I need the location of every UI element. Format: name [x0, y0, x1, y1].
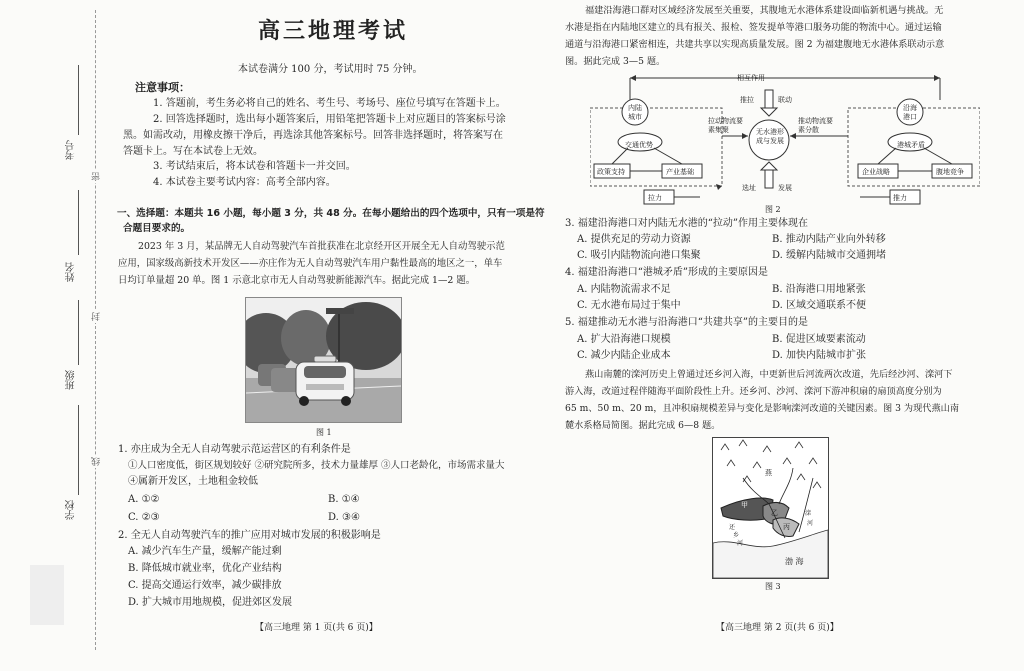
- q2-stem: 2. 全无人自动驾驶汽车的推广应用对城市发展的积极影响是: [118, 530, 381, 541]
- q1-option-b[interactable]: B. ①④: [328, 494, 360, 505]
- diagram-label-interaction: 相互作用: [737, 74, 765, 82]
- q2-option-b[interactable]: B. 降低城市就业率，优化产业结构: [128, 563, 282, 574]
- binding-margin: [0, 0, 108, 671]
- map-river-char-1: 还: [729, 524, 736, 531]
- notice-heading: 注意事项：: [135, 81, 190, 94]
- q2-option-c[interactable]: C. 提高交通运行效率，减少碳排放: [128, 580, 282, 591]
- diagram-label-left-flow: 拉动物流要素集聚: [708, 117, 743, 134]
- map-label-jia: 甲: [741, 501, 748, 509]
- section-heading-2: 合题目要求的。: [123, 223, 191, 234]
- diagram-label-push: 推拉: [740, 96, 754, 104]
- field-exam-number-line: [78, 65, 79, 135]
- q4-stem: 4. 福建沿海港口“港城矛盾”形成的主要原因是: [565, 267, 768, 278]
- passage-1-line-1: 2023 年 3 月，某品牌无人自动驾驶汽车首批获准在北京经开区开展全无人自动驾驶示范: [138, 241, 505, 252]
- passage-3-line-1: 燕山南麓的滦河历史上曾通过还乡河入海，中更新世后河流两次改道，先后经沙河、滦河下: [585, 369, 953, 380]
- q1-option-c[interactable]: C. ②③: [128, 512, 160, 523]
- q5-option-c[interactable]: C. 减少内陆企业成本: [577, 350, 671, 361]
- q1-stem: 1. 亦庄成为全无人自动驾驶示范运营区的有利条件是: [118, 444, 351, 455]
- car-photo-drawing: [246, 298, 401, 422]
- field-class-line: [78, 300, 79, 365]
- map-river-char-5: 河: [807, 520, 814, 527]
- q2-option-a[interactable]: A. 减少汽车生产量，缓解产能过剩: [128, 546, 282, 557]
- map-label-yan: 燕: [765, 469, 772, 477]
- score-line: 本试卷满分 100 分，考试用时 75 分钟。: [238, 64, 423, 75]
- passage-2-line-3: 通道与沿海港口紧密相连，共建共享以实现高质量发展。图 2 为福建腹地无水港体系联动示意: [565, 39, 945, 50]
- diagram-label-industry: 产业基础: [666, 168, 694, 176]
- passage-3-line-2: 游入海，改道过程伴随海平面阶段性上升。还乡河、沙河、滦河下游冲积扇的扇顶高度分别为: [565, 386, 942, 397]
- diagram-label-right-flow: 推动物流要素分散: [798, 117, 833, 134]
- q3-option-c[interactable]: C. 吸引内陆物流向港口集聚: [577, 250, 701, 261]
- page-1-footer: 【高三地理 第 1 页(共 6 页)】: [255, 623, 378, 633]
- q4-option-d[interactable]: D. 区域交通联系不便: [772, 300, 867, 311]
- cut-line: [95, 10, 96, 650]
- diagram-label-develop: 发展: [778, 184, 792, 192]
- q3-stem: 3. 福建沿海港口对内陆无水港的“拉动”作用主要体现在: [565, 218, 808, 229]
- q1-items-line-1: ①人口密度低，街区规划较好 ②研究院所多，技术力量雄厚 ③人口老龄化，市场需求量大: [128, 460, 505, 471]
- q1-items-line-2: ④属新开发区，土地租金较低: [128, 476, 258, 487]
- q2-option-d[interactable]: D. 扩大城市用地规模，促进郊区发展: [128, 597, 293, 608]
- notice-1: 1. 答题前，考生务必将自己的姓名、考生号、考场号、座位号填写在答题卡上。: [153, 98, 506, 109]
- figure-2-caption: 图 2: [765, 205, 781, 214]
- q4-option-a[interactable]: A. 内陆物流需求不足: [577, 284, 671, 295]
- field-class-label: 班级: [66, 370, 77, 390]
- field-school-line: [78, 405, 79, 495]
- field-exam-number-label: 考号: [66, 140, 77, 160]
- q3-option-a[interactable]: A. 提供充足的劳动力资源: [577, 234, 691, 245]
- seal-mark-xian: 线: [92, 457, 102, 466]
- notice-3: 3. 考试结束后，将本试卷和答题卡一并交回。: [153, 161, 356, 172]
- passage-2-line-2: 水港是指在内陆地区建立的具有报关、报检、签发提单等港口服务功能的物流中心。通过运输: [565, 22, 942, 33]
- passage-1-line-3: 日均订单量超 20 单。图 1 示意北京市无人自动驾驶新能源汽车。据此完成 1—2 题。: [118, 275, 476, 286]
- figure-3-map: [712, 437, 829, 579]
- notice-2a: 2. 回答选择题时，选出每小题答案后，用铅笔把答题卡上对应题目的答案标号涂: [153, 114, 506, 125]
- diagram-label-coastal-port: 沿海港口: [903, 104, 917, 121]
- diagram-label-link: 联动: [778, 96, 792, 104]
- diagram-label-competition: 腹地竞争: [936, 168, 964, 176]
- seal-mark-mi: 密: [92, 172, 102, 181]
- q5-option-b[interactable]: B. 促进区域要素流动: [772, 334, 866, 345]
- q4-option-c[interactable]: C. 无水港布局过于集中: [577, 300, 681, 311]
- passage-2-line-4: 图。据此完成 3—5 题。: [565, 56, 666, 67]
- diagram-label-conflict: 港城矛盾: [897, 141, 925, 149]
- map-river-char-4: 滦: [805, 510, 812, 517]
- diagram-label-traffic: 交通优势: [625, 141, 653, 149]
- diagram-label-enterprise: 企业战略: [862, 168, 890, 176]
- q3-option-b[interactable]: B. 推动内陆产业向外转移: [772, 234, 886, 245]
- q1-option-a[interactable]: A. ①②: [128, 494, 160, 505]
- passage-3-line-4: 麓水系格局简图。据此完成 6—8 题。: [565, 420, 721, 431]
- q4-option-b[interactable]: B. 沿海港口用地紧张: [772, 284, 866, 295]
- field-school-label: 学校: [66, 500, 77, 520]
- map-river-char-3: 河: [737, 540, 744, 547]
- seal-mark-feng: 封: [92, 312, 102, 321]
- notice-2b: 黑。如需改动，用橡皮擦干净后，再选涂其他答案标号。回答非选择题时，将答案写在: [123, 130, 503, 141]
- diagram-label-site: 选址: [742, 184, 756, 192]
- map-label-sea: 渤 海: [785, 557, 804, 566]
- figure-1-photo: [245, 297, 402, 423]
- q5-option-a[interactable]: A. 扩大沿海港口规模: [577, 334, 671, 345]
- field-name-line: [78, 190, 79, 255]
- diagram-label-inland-city: 内陆城市: [628, 104, 642, 121]
- figure-3-caption: 图 3: [765, 582, 781, 591]
- passage-1-line-2: 应用，国家级高新技术开发区——亦庄作为无人自动驾驶汽车用户黏性最高的地区之一，单车: [118, 258, 503, 269]
- q1-option-d[interactable]: D. ③④: [328, 512, 360, 523]
- q5-stem: 5. 福建推动无水港与沿海港口“共建共享”的主要目的是: [565, 317, 808, 328]
- page-2-footer: 【高三地理 第 2 页(共 6 页)】: [716, 623, 839, 633]
- notice-2c: 答题卡上。写在本试卷上无效。: [123, 146, 263, 157]
- margin-shaded-box: [30, 565, 64, 625]
- diagram-label-push-right: 推力: [893, 194, 907, 202]
- figure-1-caption: 图 1: [316, 428, 332, 437]
- diagram-label-policy: 政策支持: [597, 168, 625, 176]
- passage-2-line-1: 福建沿海港口群对区域经济发展至关重要，其腹地无水港体系建设面临新机遇与挑战。无: [585, 5, 944, 16]
- diagram-label-pull: 拉力: [648, 194, 662, 202]
- section-heading-1: 一、选择题：本题共 16 小题，每小题 3 分，共 48 分。在每小题给出的四个选项中，只有一项是符: [117, 208, 545, 219]
- map-label-yi: 乙: [771, 509, 778, 517]
- passage-3-line-3: 65 m、50 m、20 m，且冲积扇规模差异与变化是影响滦河改道的关键因素。图 3 为现代燕山南: [565, 403, 960, 414]
- map-river-char-2: 乡: [733, 532, 740, 539]
- q5-option-d[interactable]: D. 加快内陆城市扩张: [772, 350, 867, 361]
- notice-4: 4. 本试卷主要考试内容：高考全部内容。: [153, 177, 336, 188]
- diagram-label-center: 无水港形成与发展: [756, 128, 784, 145]
- exam-title: 高三地理考试: [258, 19, 409, 44]
- field-name-label: 姓名: [66, 262, 77, 282]
- map-label-bing: 丙: [783, 523, 790, 531]
- q3-option-d[interactable]: D. 缓解内陆城市交通拥堵: [772, 250, 887, 261]
